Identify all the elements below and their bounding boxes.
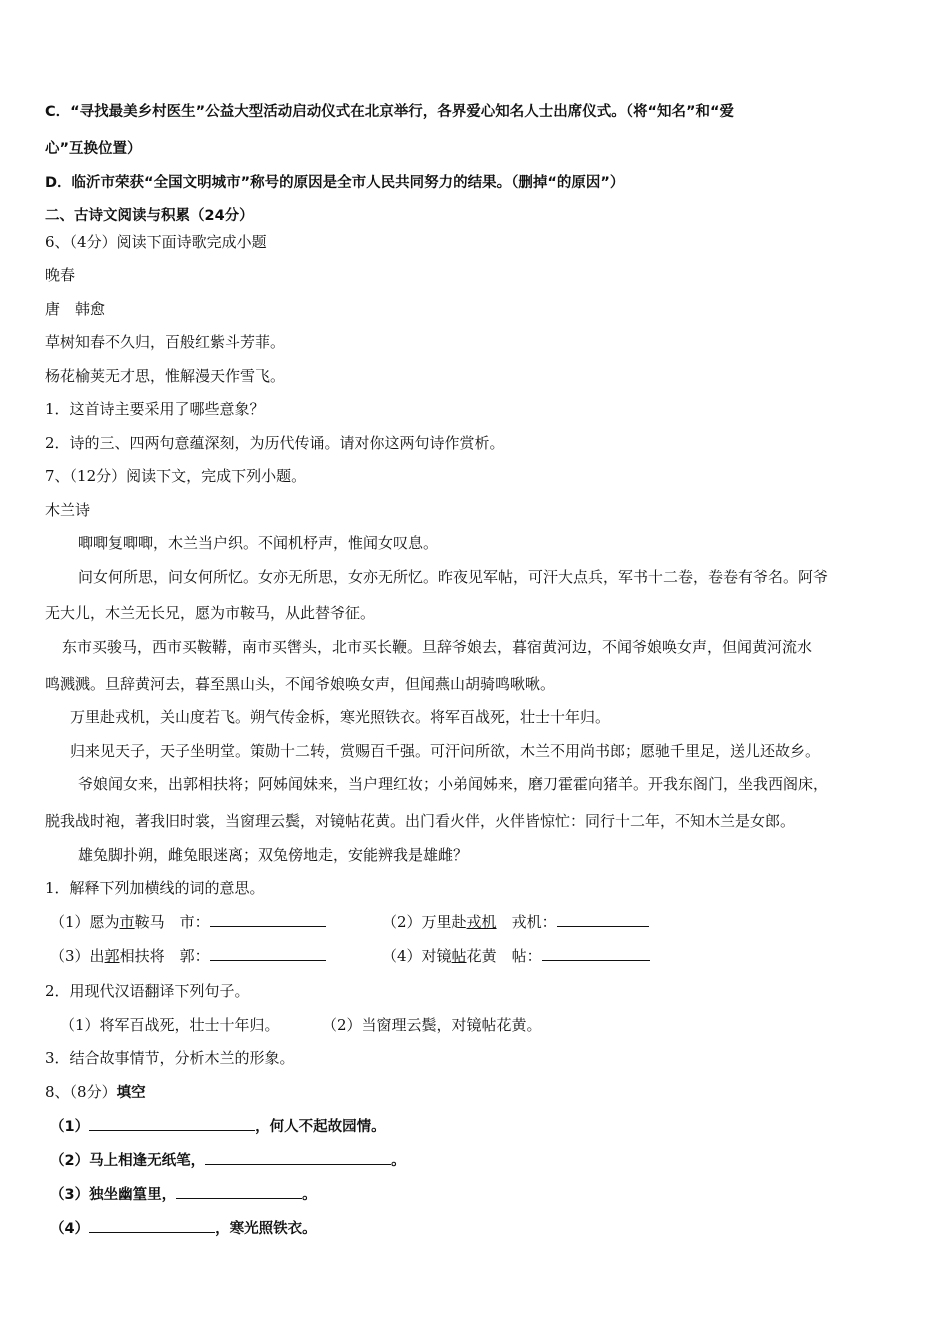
q8-header: 8、（8分）填空 — [45, 1083, 146, 1101]
translate-item-2: （2）当窗理云鬓，对镜帖花黄。 — [322, 1016, 542, 1034]
passage-paragraph: 万里赴戎机，关山度若飞。朔气传金柝，寒光照铁衣。将军百战死，壮士十年归。 — [70, 708, 611, 726]
q6-header: 6、（4分）阅读下面诗歌完成小题 — [45, 233, 267, 251]
passage-paragraph: 东市买骏马，西市买鞍鞯，南市买辔头，北市买长鞭。旦辞爷娘去，暮宿黄河边，不闻爷娘唤女声，但闻黄河流水 — [62, 638, 813, 656]
fill-item-2: （2）马上相逢无纸笔， 。 — [50, 1150, 406, 1171]
q6-sub-question-2: 2．诗的三、四两句意蕴深刻，为历代传诵。请对你这两句诗作赏析。 — [45, 434, 505, 452]
word-item-2: （2）万里赴戎机 戎机： — [382, 912, 649, 932]
answer-blank[interactable] — [542, 946, 650, 961]
q5-option-c-line1: C．“寻找最美乡村医生”公益大型活动启动仪式在北京举行，各界爱心知名人士出席仪式。（将“知名”和“爱 — [45, 104, 735, 120]
answer-blank[interactable] — [557, 912, 649, 927]
answer-blank[interactable] — [210, 946, 326, 961]
q6-sub-question-1: 1．这首诗主要采用了哪些意象？ — [45, 400, 265, 418]
translate-item-1: （1）将军百战死，壮士十年归。 — [60, 1016, 280, 1034]
passage-paragraph: 鸣溅溅。旦辞黄河去，暮至黑山头，不闻爷娘唤女声，但闻燕山胡骑鸣啾啾。 — [45, 675, 556, 693]
passage-paragraph: 无大儿，木兰无长兄，愿为市鞍马，从此替爷征。 — [45, 604, 376, 622]
q5-option-c-line2: 心”互换位置） — [45, 141, 142, 157]
fill-item-3: （3）独坐幽篁里， 。 — [50, 1184, 317, 1205]
poem-line: 草树知春不久归，百般红紫斗芳菲。 — [45, 333, 286, 351]
fill-item-4: （4） ，寒光照铁衣。 — [50, 1218, 317, 1239]
q7-sub-question-1: 1．解释下列加横线的词的意思。 — [45, 879, 265, 897]
passage-paragraph: 问女何所思，问女何所忆。女亦无所思，女亦无所忆。昨夜见军帖，可汗大点兵，军书十二卷，卷卷有爷名。阿爷 — [78, 568, 829, 586]
passage-paragraph: 归来见天子，天子坐明堂。策勋十二转，赏赐百千强。可汗问所欲，木兰不用尚书郎；愿驰千里足，送儿还故乡。 — [70, 742, 821, 760]
underlined-word: 帖 — [451, 947, 467, 965]
poem-author: 唐 韩愈 — [45, 300, 106, 318]
section-title: 二、古诗文阅读与积累（24分） — [45, 208, 254, 224]
underlined-word: 郭 — [104, 947, 120, 965]
passage-paragraph: 雄兔脚扑朔，雌兔眼迷离；双兔傍地走，安能辨我是雄雌？ — [78, 846, 469, 864]
underlined-word: 市 — [119, 913, 135, 931]
underlined-word: 戎机 — [466, 913, 497, 931]
word-item-4: （4）对镜帖花黄 帖： — [382, 946, 650, 966]
q7-sub-question-2: 2．用现代汉语翻译下列句子。 — [45, 982, 250, 1000]
word-item-3: （3）出郭相扶将 郭： — [50, 946, 326, 966]
passage-paragraph: 脱我战时袍，著我旧时裳，当窗理云鬓，对镜帖花黄。出门看火伴，火伴皆惊忙：同行十二年，不知木兰是女郎。 — [45, 812, 796, 830]
answer-blank[interactable] — [176, 1184, 302, 1199]
passage-paragraph: 爷娘闻女来，出郭相扶将；阿姊闻妹来，当户理红妆；小弟闻姊来，磨刀霍霍向猪羊。开我东阁门，坐我西阁床， — [78, 775, 829, 793]
answer-blank[interactable] — [89, 1116, 255, 1131]
q7-header: 7、（12分）阅读下文，完成下列小题。 — [45, 467, 307, 485]
poem-line: 杨花榆荚无才思，惟解漫天作雪飞。 — [45, 367, 286, 385]
q5-option-d: D．临沂市荣获“全国文明城市”称号的原因是全市人民共同努力的结果。（删掉“的原因”） — [45, 175, 625, 191]
poem-title: 晚春 — [45, 266, 76, 284]
q7-sub-question-3: 3．结合故事情节，分析木兰的形象。 — [45, 1049, 295, 1067]
answer-blank[interactable] — [205, 1150, 391, 1165]
fill-item-1: （1） ，何人不起故园情。 — [50, 1116, 386, 1137]
answer-blank[interactable] — [210, 912, 326, 927]
text-title: 木兰诗 — [45, 501, 91, 519]
passage-paragraph: 唧唧复唧唧，木兰当户织。不闻机杼声，惟闻女叹息。 — [78, 534, 439, 552]
word-item-1: （1）愿为市鞍马 市： — [50, 912, 326, 932]
answer-blank[interactable] — [89, 1218, 215, 1233]
